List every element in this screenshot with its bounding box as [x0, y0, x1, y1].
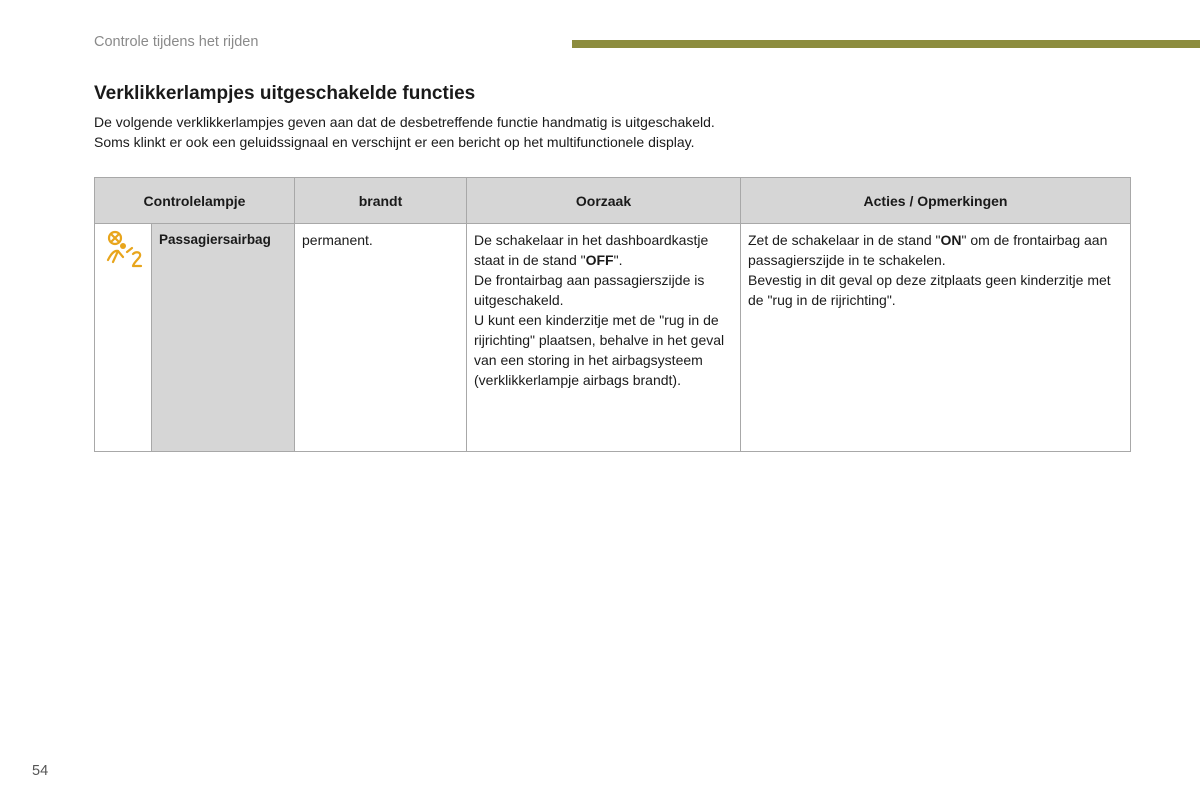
state-cell: permanent.: [295, 224, 467, 452]
column-header-state: brandt: [295, 178, 467, 224]
cause-switch-state: OFF: [585, 252, 614, 268]
column-header-actions: Acties / Opmerkingen: [741, 178, 1131, 224]
header-accent-bar: [572, 40, 1200, 48]
cause-cell: [467, 224, 741, 452]
intro-text: [94, 112, 1094, 152]
intro-line-1: De volgende verklikkerlampjes geven aan dat de desbetreffende functie handmatig is uitgeschakeld.: [94, 114, 715, 130]
actions-cell: [741, 224, 1131, 452]
table-header-row: [95, 178, 1131, 224]
column-header-cause: Oorzaak: [467, 178, 741, 224]
actions-text-1-end: " om de frontairbag aan passagierszijde in te schakelen.: [748, 232, 1108, 268]
cause-text-1: De schakelaar in het dashboardkastje staat in de stand ": [474, 232, 709, 268]
lamp-name-cell: Passagiersairbag: [152, 224, 295, 452]
actions-text-1: Zet de schakelaar in de stand ": [748, 232, 941, 248]
warning-lamps-table: [94, 177, 1131, 452]
section-header: Controle tijdens het rijden: [94, 34, 259, 50]
cause-text-3: U kunt een kinderzitje met de "rug in de rijrichting" plaatsen, behalve in het geval van een storing in het airbagsysteem (verklikkerlampje airbags brandt).: [474, 312, 725, 388]
page-title: Verklikkerlampjes uitgeschakelde functies: [94, 83, 476, 104]
lamp-icon-cell: [95, 224, 152, 452]
intro-line-2: Soms klinkt er ook een geluidssignaal en verschijnt er een bericht op het multifunctionele display.: [94, 134, 695, 150]
actions-switch-state: ON: [940, 232, 962, 248]
column-header-lamp: Controlelampje: [95, 178, 295, 224]
page-number: 54: [32, 763, 49, 779]
actions-text-2: Bevestig in dit geval op deze zitplaats geen kinderzitje met de "rug in de rijrichting".: [748, 272, 1111, 308]
passenger-airbag-off-icon: [102, 230, 144, 270]
cause-text-2: De frontairbag aan passagierszijde is uitgeschakeld.: [474, 272, 705, 308]
table-row: [95, 224, 1131, 452]
cause-text-1-end: ".: [613, 252, 623, 268]
